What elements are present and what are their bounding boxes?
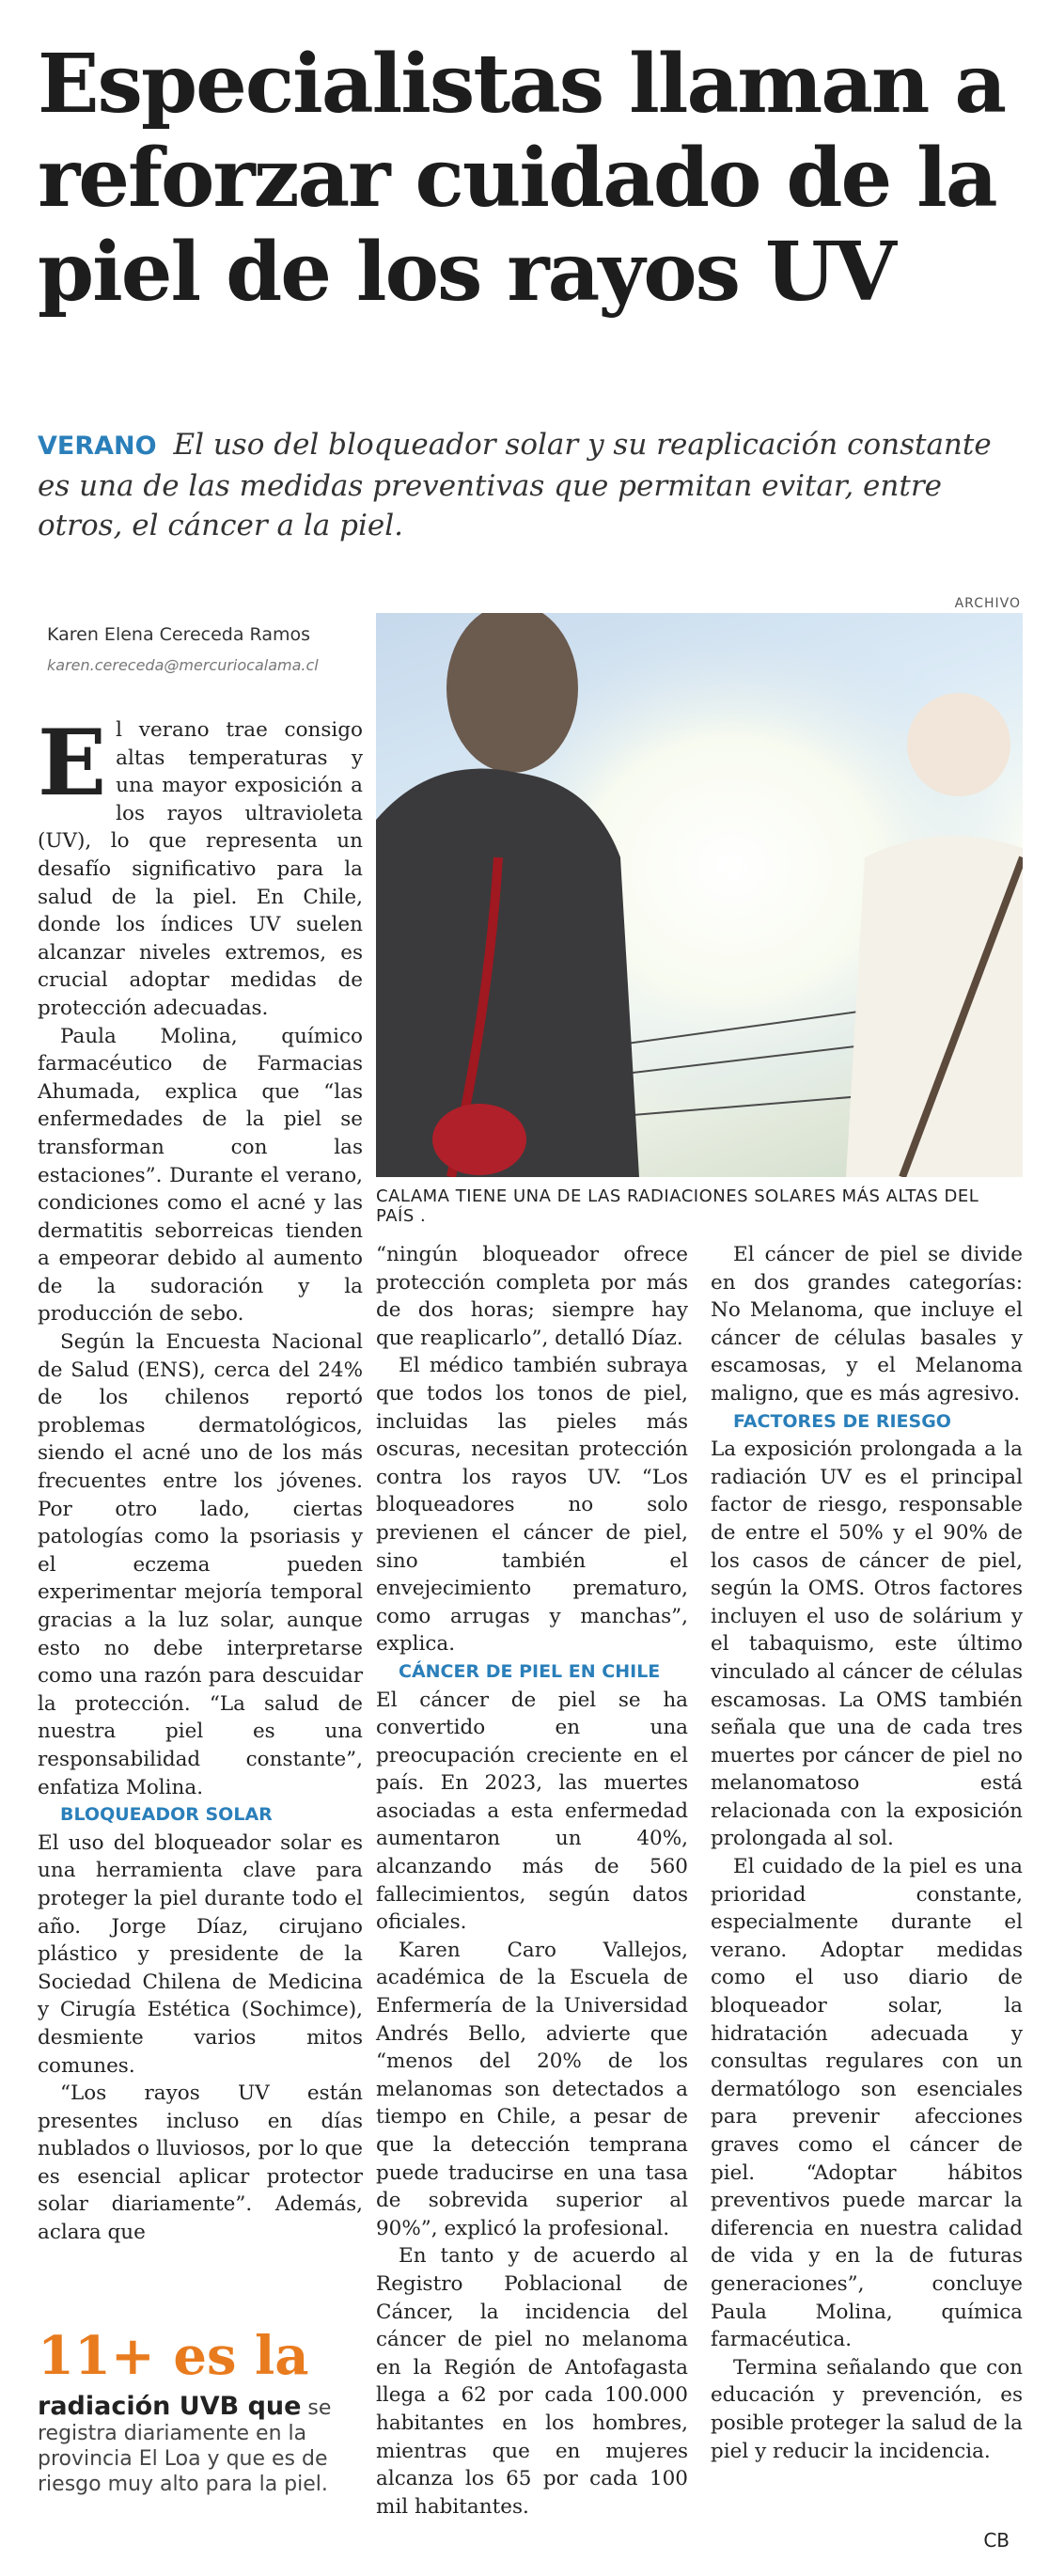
paragraph: “Los rayos UV están presentes incluso en días nublados o lluviosos, por lo que es esencial aplicar protector solar diariamente”. Además, aclara que [38, 2081, 363, 2245]
paragraph: El cáncer de piel se ha convertido en una preocupación creciente en el país. En 2023, las muertes asociadas a esta enfermedad aumentaron un 40%, alcanzando más de 560 fallecimientos, según datos oficiales. [376, 1688, 688, 1935]
headline-line-2: reforzar cuidado de la [38, 131, 996, 226]
byline-author: Karen Elena Cereceda Ramos [47, 624, 311, 645]
article-column-1 [38, 710, 363, 2247]
paragraph: Según la Encuesta Nacional de Salud (ENS), cerca del 24% de los chilenos reportó problemas dermatológicos, siendo el acné uno de los más frecuentes entre los jóvenes. Por otro lado, ciertas patologías como la psoriasis y el eczema pueden experimentar mejoría temporal gracias a la luz solar, aunque esto no debe interpretarse como una razón para descuidar la protección. “La salud de nuestra piel es una responsabilidad constante”, enfatiza Molina. [38, 1330, 363, 1799]
drop-cap: E [38, 710, 107, 816]
paragraph: La exposición prolongada a la radiación UV es el principal factor de riesgo, responsable de entre el 50% y el 90% de los casos de cáncer de piel, según la OMS. Otros factores incluyen el uso de solárium y el tabaquismo, este último vinculado al cáncer de células escamosas. La OMS también señala que una de cada tres muertes por cáncer de piel no melanomatoso está relacionada con la exposición prolongada al sol. [711, 1437, 1023, 1851]
headline-line-3: piel de los rayos UV [38, 225, 895, 320]
lead-kicker: VERANO [38, 432, 157, 461]
paragraph: El uso del bloqueador solar es una herramienta clave para proteger la piel durante todo el año. Jorge Díaz, cirujano plástico y presidente de la Sociedad Chilena de Medicina y Cirugía Estética (Sochimce), desmiente varios mitos comunes. [38, 1830, 363, 2078]
photo-illustration [376, 613, 1023, 1177]
fact-number: 11+ es la [38, 2325, 309, 2387]
headline [38, 38, 1015, 320]
lead-paragraph [38, 425, 1015, 545]
subheading-cancer: CÁNCER DE PIEL EN CHILE [399, 1660, 661, 1682]
paragraph: Termina señalando que con educación y prevención, es posible proteger la salud de la piel y reducir la incidencia. [711, 2355, 1023, 2463]
paragraph: Paula Molina, químico farmacéutico de Farmacias Ahumada, explica que “las enfermedades de la piel se transforman con las estaciones”. Durante el verano, condiciones como el acné y las dermatitis seborreicas tienden a empeorar debido al aumento de la sudoración y la producción de sebo. [38, 1024, 363, 1327]
paragraph: “ningún bloqueador ofrece protección completa por más de dos horas; siempre hay que reaplicarlo”, detalló Díaz. [376, 1243, 688, 1350]
paragraph: En tanto y de acuerdo al Registro Poblacional de Cáncer, la incidencia del cáncer de piel no melanoma en la Región de Antofagasta llega a 62 por cada 100.000 habitantes en los hombres, mientras que en mujeres alcanza los 65 por cada 100 mil habitantes. [376, 2244, 688, 2519]
article-column-3 [711, 1241, 1023, 2465]
paragraph: El cuidado de la piel es una prioridad constante, especialmente durante el verano. Adoptar medidas como el uso diario de bloqueador solar, la hidratación adecuada y consultas regulares con un dermatólogo son esenciales para prevenir afecciones graves como el cáncer de piel. “Adoptar hábitos preventivos puede marcar la diferencia en nuestra calidad de vida y en la de futuras generaciones”, concluye Paula Molina, química farmacéutica. [711, 1855, 1023, 2352]
subheading-factores: FACTORES DE RIESGO [733, 1410, 951, 1432]
headline-line-1: Especialistas llaman a [38, 37, 1006, 132]
paragraph: El médico también subraya que todos los tonos de piel, incluidas las pieles más oscuras, necesitan protección contra los rayos UV. “Los bloqueadores no solo previenen el cáncer de piel, sino también el envejecimiento prematuro, como arrugas y manchas”, explica. [376, 1354, 688, 1657]
paragraph-intro-text: l verano trae consigo altas temperaturas y una mayor exposición a los rayos ultravioleta (UV), lo que representa un desafío significativo para la salud de la piel. En Chile, donde los índices UV suelen alcanzar niveles extremos, es crucial adoptar medidas de protección adecuadas. [38, 718, 363, 1020]
fact-body: se registra diariamente en la provincia El Loa y que es de riesgo muy alto para la piel. [38, 2396, 332, 2496]
paragraph-intro [38, 710, 363, 1023]
photo-caption: CALAMA TIENE UNA DE LAS RADIACIONES SOLARES MÁS ALTAS DEL PAÍS . [376, 1186, 979, 1226]
fact-text [38, 2394, 357, 2497]
byline-email[interactable]: karen.cereceda@mercuriocalama.cl [47, 656, 319, 674]
lead-text: El uso del bloqueador solar y su reaplicación constante es una de las medidas preventivas que permitan evitar, entre otros, el cáncer a la piel. [38, 428, 992, 542]
paragraph: Karen Caro Vallejos, académica de la Escuela de Enfermería de la Universidad Andrés Bello, advierte que “menos del 20% de los melanomas son detectados a tiempo en Chile, a pesar de que la detección temprana puede traducirse en una tasa de sobrevida superior al 90%”, explicó la profesional. [376, 1938, 688, 2240]
end-mark-icon: CB [983, 2529, 1010, 2552]
article-column-2 [376, 1241, 688, 2521]
article-photo [376, 613, 1023, 1177]
fact-bold: radiación UVB que [38, 2392, 302, 2421]
paragraph: El cáncer de piel se divide en dos grandes categorías: No Melanoma, que incluye el cáncer de células basales y escamosas, y el Melanoma maligno, que es más agresivo. [711, 1243, 1023, 1406]
photo-credit: ARCHIVO [954, 596, 1021, 611]
subheading-bloqueador: BLOQUEADOR SOLAR [60, 1804, 273, 1826]
